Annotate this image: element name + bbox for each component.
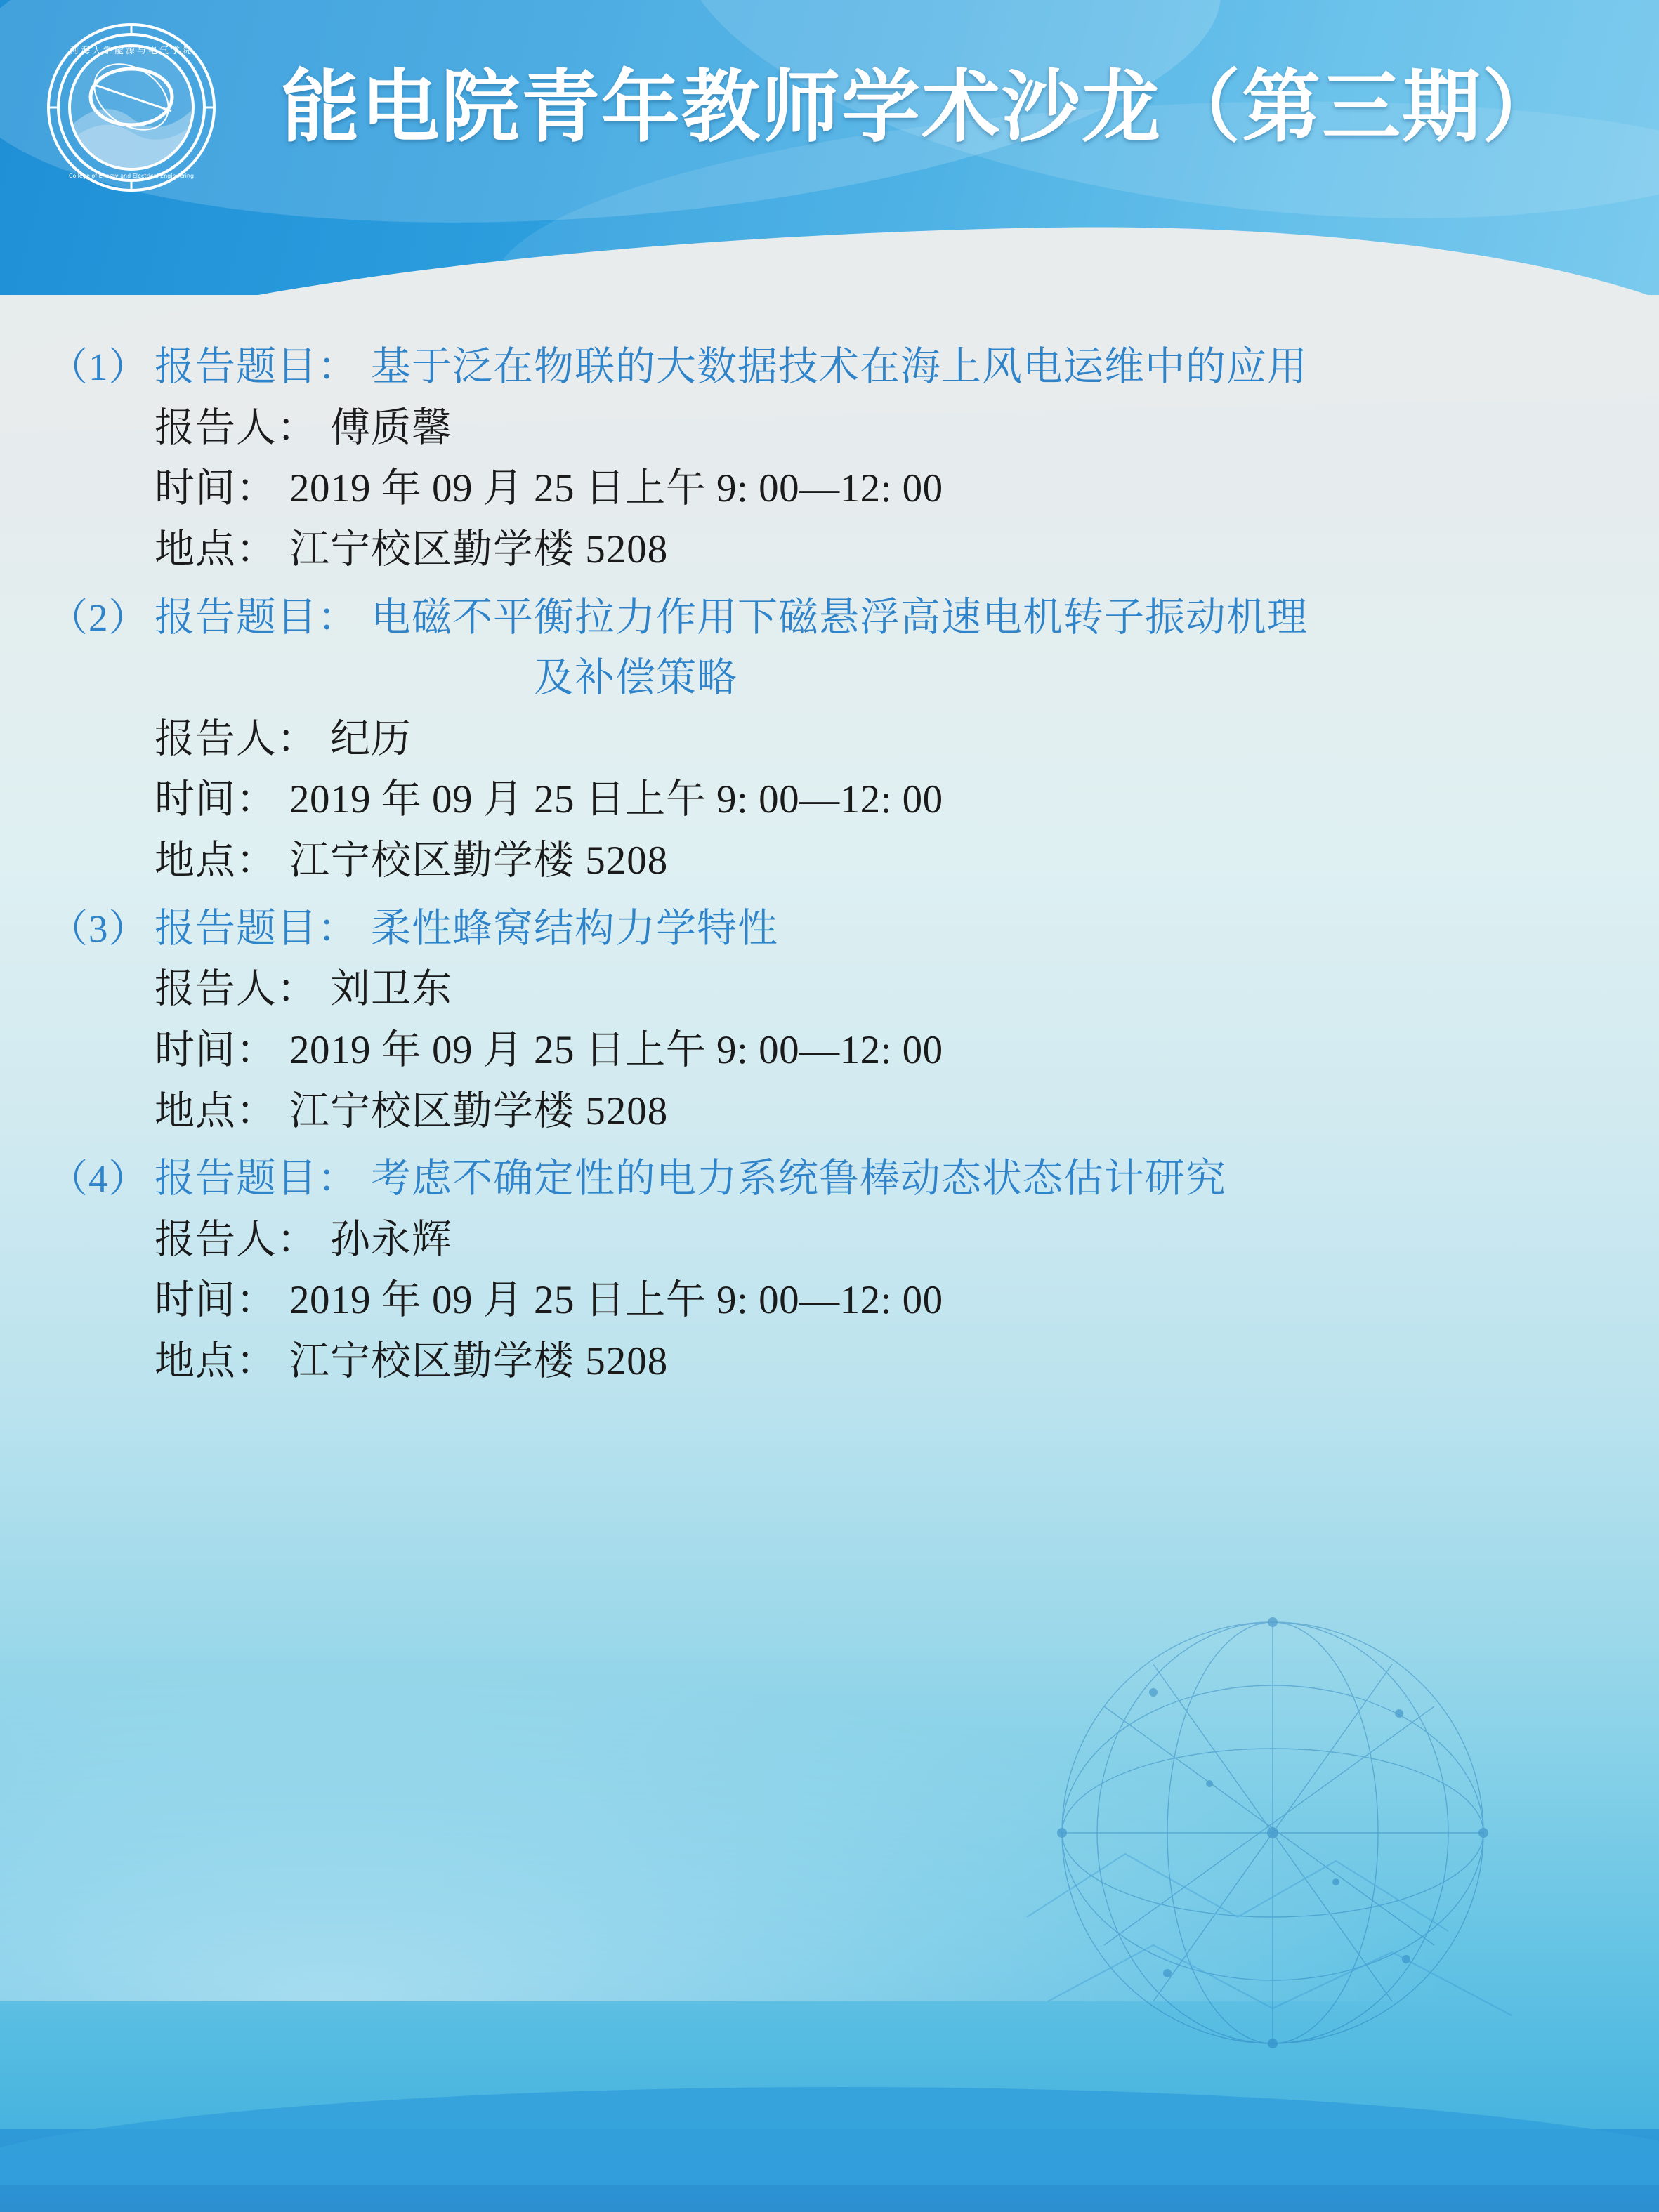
entry-title-row — [49, 1149, 1610, 1210]
report-title-continuation: 及补偿策略 — [534, 656, 737, 701]
report-title-label: 报告题目： — [155, 345, 358, 389]
program-entry — [49, 899, 1610, 1143]
speaker-label: 报告人： — [155, 1217, 317, 1262]
program-entry — [49, 588, 1610, 892]
speaker-value: 傅质馨 — [330, 405, 452, 450]
report-title-continuation-row — [49, 648, 1610, 709]
time-value: 2019 年 09 月 25 日上午 9: 00—12: 00 — [289, 466, 943, 511]
time-label: 时间： — [155, 1027, 277, 1072]
row-indent — [49, 648, 534, 709]
entry-title-row — [49, 588, 1610, 649]
report-title-label: 报告题目： — [155, 595, 358, 640]
speaker-value: 孙永辉 — [330, 1217, 452, 1262]
entry-title-row — [49, 899, 1610, 960]
network-globe-decoration — [943, 1552, 1575, 2086]
page-title: 能电院青年教师学术沙龙（第三期） — [281, 62, 1562, 153]
speaker-value: 纪历 — [330, 716, 412, 761]
entry-index: （1） — [49, 345, 148, 388]
report-title-value: 基于泛在物联的大数据技术在海上风电运维中的应用 — [371, 345, 1308, 389]
time-value: 2019 年 09 月 25 日上午 9: 00—12: 00 — [289, 1278, 943, 1323]
entry-place-row — [49, 520, 1610, 581]
speaker-label: 报告人： — [155, 405, 317, 450]
entry-time-row — [49, 1020, 1610, 1081]
time-value: 2019 年 09 月 25 日上午 9: 00—12: 00 — [289, 1027, 943, 1072]
place-label: 地点： — [155, 838, 277, 883]
speaker-value: 刘卫东 — [330, 967, 452, 1012]
entry-time-row — [49, 459, 1610, 520]
footer-curve-decoration — [0, 2087, 1659, 2185]
svg-text:河海大学能源与电气学院: 河海大学能源与电气学院 — [69, 46, 194, 56]
time-label: 时间： — [155, 466, 277, 511]
report-title-value: 考虑不确定性的电力系统鲁棒动态状态估计研究 — [371, 1157, 1226, 1202]
entry-time-row — [49, 770, 1610, 831]
entry-time-row — [49, 1270, 1610, 1331]
time-value: 2019 年 09 月 25 日上午 9: 00—12: 00 — [289, 777, 943, 822]
report-title-label: 报告题目： — [155, 1157, 358, 1202]
place-label: 地点： — [155, 1339, 277, 1383]
speaker-label: 报告人： — [155, 967, 317, 1012]
place-label: 地点： — [155, 527, 277, 572]
entry-speaker-row — [49, 398, 1610, 459]
entry-index: （3） — [49, 907, 148, 950]
entry-place-row — [49, 831, 1610, 892]
time-label: 时间： — [155, 777, 277, 822]
poster-footer — [0, 2129, 1659, 2212]
entry-place-row — [49, 1331, 1610, 1393]
background-wave — [0, 1608, 1659, 2001]
entry-index: （4） — [49, 1157, 148, 1201]
place-value: 江宁校区勤学楼 5208 — [289, 1339, 669, 1383]
place-value: 江宁校区勤学楼 5208 — [289, 838, 669, 883]
report-title-value: 电磁不平衡拉力作用下磁悬浮高速电机转子振动机理 — [371, 595, 1308, 640]
program-list — [0, 295, 1659, 1393]
program-entry — [49, 1149, 1610, 1393]
entry-title-row — [49, 337, 1610, 398]
place-value: 江宁校区勤学楼 5208 — [289, 527, 669, 572]
report-title-value: 柔性蜂窝结构力学特性 — [371, 906, 778, 951]
speaker-label: 报告人： — [155, 716, 317, 761]
svg-text:College of Energy and Electric: College of Energy and Electrical Engineering — [68, 173, 195, 179]
entry-speaker-row — [49, 1210, 1610, 1271]
entry-place-row — [49, 1081, 1610, 1143]
place-label: 地点： — [155, 1088, 277, 1133]
report-title-label: 报告题目： — [155, 906, 358, 951]
place-value: 江宁校区勤学楼 5208 — [289, 1088, 669, 1133]
entry-speaker-row — [49, 709, 1610, 770]
university-logo — [44, 20, 219, 195]
entry-index: （2） — [49, 595, 148, 639]
entry-speaker-row — [49, 959, 1610, 1020]
program-entry — [49, 337, 1610, 581]
time-label: 时间： — [155, 1278, 277, 1323]
